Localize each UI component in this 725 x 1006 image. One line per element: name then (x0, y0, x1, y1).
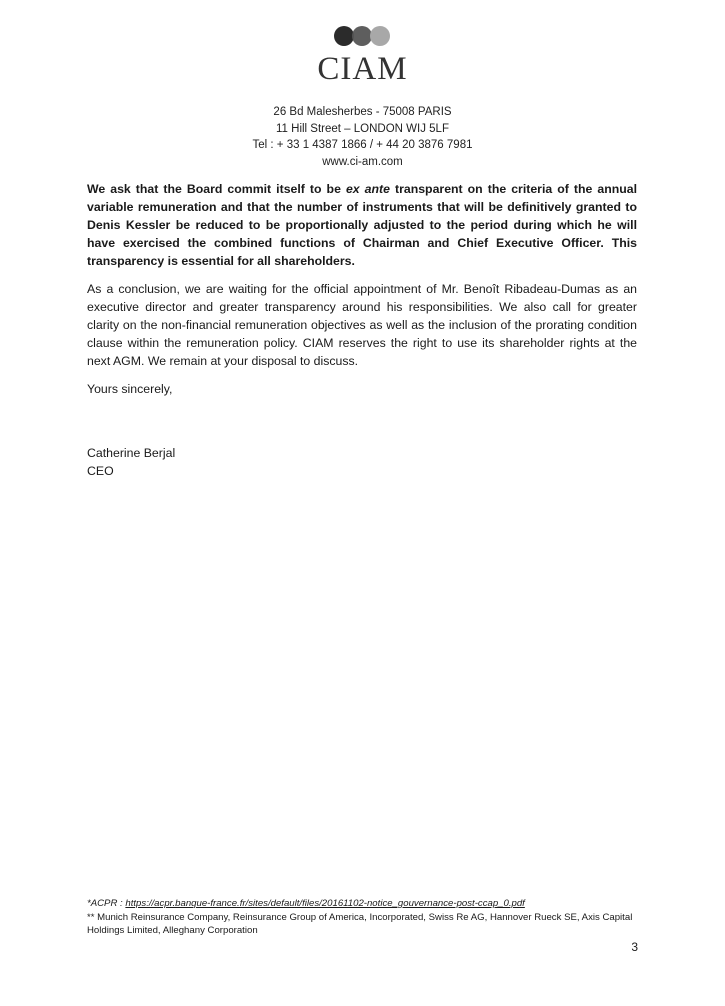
logo-circle-light (370, 26, 390, 46)
signatory-title: CEO (87, 464, 114, 478)
paragraph-conclusion: As a conclusion, we are waiting for the official appointment of Mr. Benoît Ribadeau-Dumas as an executive director and greater transparency around his responsibilities. We also call for greater clarity on the non-financial remuneration objectives as well as the inclusion of the prorating condition clause within the remuneration policy. CIAM reserves the right to use its shareholder rights at the next AGM. We remain at your disposal to discuss. (87, 282, 637, 368)
logo-circle-dark (334, 26, 354, 46)
para1-start: We ask that the Board commit itself to be (87, 182, 346, 196)
logo-circle-mid (352, 26, 372, 46)
letter-body (87, 180, 637, 480)
address-london: 11 Hill Street – LONDON WIJ 5LF (276, 122, 449, 135)
address-paris: 26 Bd Malesherbes - 75008 PARIS (273, 106, 452, 118)
footnote-acpr-link[interactable]: https://acpr.banque-france.fr/sites/default/files/20161102-notice_gouvernance-post-ccap_0.pdf (125, 898, 525, 909)
paragraph-board-transparency (87, 180, 637, 270)
footnote-companies: ** Munich Reinsurance Company, Reinsurance Group of America, Incorporated, Swiss Re AG, Hannover Rueck SE, Axis Capital Holdings Limited, Alleghany Corporation (87, 911, 633, 936)
para1-end: transparent on the criteria of the annual variable remuneration and that the number of instruments that will be definitively granted to Denis Kessler be reduced to be proportionally adjusted to the period during which he will have exercised the combined functions of Chairman and Chief Executive Officer. This transparency is essential for all shareholders. (87, 182, 638, 268)
address-block (0, 104, 725, 170)
logo-text: CIAM (317, 51, 408, 87)
website-link[interactable]: www.ci-am.com (322, 155, 403, 168)
para1-ex-ante: ex ante (345, 182, 390, 196)
phone-numbers: Tel : + 33 1 4387 1866 / + 44 20 3876 7981 (252, 139, 473, 151)
ciam-logo (0, 26, 725, 87)
signature-block (87, 444, 637, 480)
footnote-acpr-label: *ACPR : (87, 898, 126, 909)
page-number: 3 (631, 940, 638, 954)
footnotes (87, 897, 647, 938)
footnote-acpr (87, 897, 647, 911)
logo-circles-icon (333, 26, 393, 46)
signatory-name: Catherine Berjal (87, 446, 176, 460)
closing-salutation: Yours sincerely, (87, 382, 173, 396)
